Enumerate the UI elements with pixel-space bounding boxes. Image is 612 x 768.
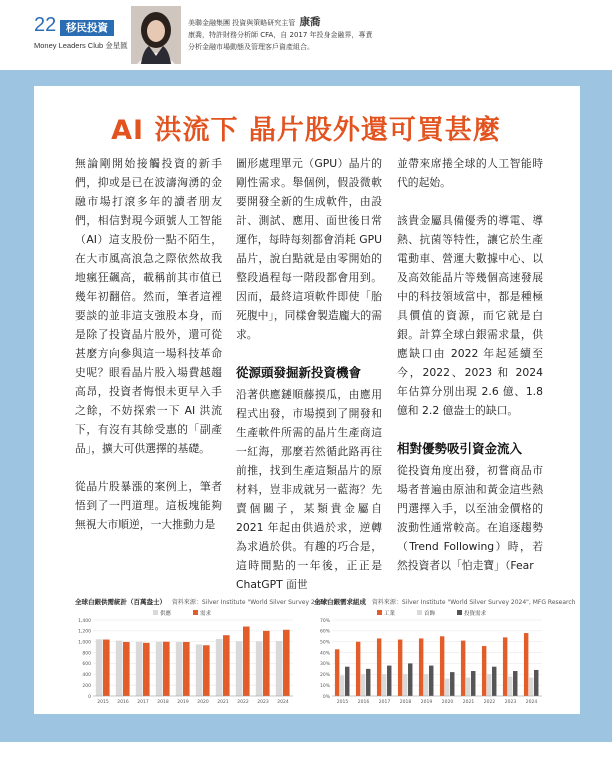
bar bbox=[503, 637, 507, 696]
author-photo bbox=[131, 6, 181, 64]
bar bbox=[534, 670, 538, 696]
x-tick-label: 2018 bbox=[157, 700, 169, 705]
bar bbox=[340, 675, 344, 696]
bar bbox=[440, 636, 444, 696]
chart-source: 資料來源：Silver Institute "World Silver Survey 2024" bbox=[171, 599, 329, 606]
page-header bbox=[0, 0, 612, 68]
subheading: 從源頭發掘新投資機會 bbox=[236, 365, 362, 380]
bar bbox=[445, 679, 449, 696]
bar bbox=[361, 674, 365, 696]
paragraph: 圖形處理單元（GPU）晶片的剛性需求。舉個例，假設微軟要開發全新的生成軟件，由設計、測試、應用、面世後日常運作，每時每刻都會消耗 GPU 晶片，說白點就是由零開始的整段過程每一階段都會用到。因而，最終這項軟件即使「胎死腹中」，同樣會製造龐大的需求。 bbox=[236, 157, 382, 341]
bar bbox=[103, 640, 110, 696]
x-tick-label: 2022 bbox=[237, 700, 249, 705]
bar bbox=[203, 645, 210, 696]
bar bbox=[382, 674, 386, 696]
bar bbox=[387, 666, 391, 696]
x-tick-label: 2019 bbox=[420, 700, 433, 705]
legend-label: 首飾 bbox=[424, 611, 436, 617]
legend-swatch bbox=[377, 610, 382, 615]
x-tick-label: 2018 bbox=[399, 700, 412, 705]
paragraph: 該貴金屬具備優秀的導電、導熱、抗菌等特性，讓它於生產電動車、營運大數據中心、以及高效能晶片等幾個高速發展中的科技領域當中，都是種極具價值的資源，而它就是白銀。計算全球白銀需求量，供應缺口由 2022 年起延續至今，2022、2023 和 2024 年估算分別出現 2.6 億、1.8 億和 2.2 億盎士的缺口。 bbox=[397, 214, 543, 417]
bar bbox=[492, 667, 496, 696]
page-number: 22 bbox=[34, 14, 57, 36]
chart-plot bbox=[75, 608, 297, 708]
x-tick-label: 2024 bbox=[277, 700, 289, 705]
bar bbox=[450, 672, 454, 696]
subheading: 相對優勢吸引資金流入 bbox=[397, 441, 523, 456]
y-tick-label: 200 bbox=[82, 683, 91, 689]
bar bbox=[256, 641, 263, 696]
author-heading bbox=[188, 14, 320, 29]
bar bbox=[482, 646, 486, 696]
x-tick-label: 2016 bbox=[117, 700, 129, 705]
bar bbox=[461, 641, 465, 696]
section-tag: 移民投資 bbox=[60, 20, 114, 36]
bar bbox=[276, 641, 283, 696]
bar bbox=[366, 669, 370, 696]
bar bbox=[345, 667, 349, 696]
chart-source: 資料來源：Silver Institute "World Silver Survey 2024", MFG Research bbox=[371, 599, 576, 606]
bar bbox=[223, 635, 230, 696]
bar bbox=[283, 630, 290, 696]
chart-title-line bbox=[314, 598, 576, 607]
x-tick-label: 2015 bbox=[97, 700, 109, 705]
y-tick-label: 70% bbox=[319, 618, 330, 624]
x-tick-label: 2021 bbox=[217, 700, 229, 705]
x-tick-label: 2020 bbox=[197, 700, 209, 705]
demand-composition-chart bbox=[314, 598, 576, 708]
chart-title: 全球白銀供需統計（百萬盎士） bbox=[75, 598, 166, 606]
x-tick-label: 2019 bbox=[177, 700, 189, 705]
bar bbox=[424, 674, 428, 696]
bar bbox=[408, 663, 412, 696]
paragraph: 從晶片股暴漲的案例上，筆者悟到了一門道理。這板塊能夠無視大市順逆，一大推動力是 bbox=[75, 480, 222, 531]
bar bbox=[216, 639, 223, 696]
article-title: AI 洪流下 晶片股外還可買甚麼 bbox=[111, 115, 501, 146]
chart-title-line bbox=[75, 598, 329, 607]
bar bbox=[524, 633, 528, 696]
legend-swatch bbox=[457, 610, 462, 615]
club-label: Money Leaders Club 金星匯 bbox=[34, 41, 128, 50]
bar bbox=[429, 666, 433, 696]
paragraph: 無論剛開始接觸投資的新手們，抑或是已在波濤洶湧的金融市場打滾多年的讀者朋友們，相信對現今頭號人工智能（AI）這支股份一點不陌生，在大市風高浪急之際依然故我地瘋狂飆高，載稱前其市值已幾年初翻倍。然而，筆者這裡要談的並非這支強股本身，而是除了投資晶片股外，還可從甚麼方向參與這一場科技革命史呢？眼看晶片股入場費越趨高昂，投資者悔恨未更早入手之餘，不妨探索一下 AI 洪流下，有沒有其餘受惠的「副產品」，擴大可供選擇的基礎。 bbox=[75, 157, 222, 455]
y-tick-label: 10% bbox=[319, 683, 330, 689]
legend-label: 供應 bbox=[160, 611, 172, 617]
y-tick-label: 1,000 bbox=[78, 640, 91, 646]
bar bbox=[123, 642, 130, 696]
author-name: 康喬 bbox=[299, 16, 321, 28]
bar bbox=[529, 678, 533, 696]
bar bbox=[403, 674, 407, 696]
x-tick-label: 2023 bbox=[504, 700, 517, 705]
legend-swatch bbox=[417, 610, 422, 615]
bar bbox=[335, 649, 339, 696]
y-tick-label: 30% bbox=[319, 662, 330, 668]
bar bbox=[183, 642, 190, 696]
bar bbox=[136, 642, 143, 696]
bar bbox=[236, 641, 243, 696]
bar bbox=[513, 671, 517, 696]
y-tick-label: 400 bbox=[82, 673, 91, 679]
bar bbox=[487, 674, 491, 696]
bar bbox=[176, 642, 183, 696]
x-tick-label: 2016 bbox=[357, 700, 370, 705]
x-tick-label: 2023 bbox=[257, 700, 269, 705]
legend-swatch bbox=[153, 610, 158, 615]
bar bbox=[243, 627, 250, 696]
bar bbox=[263, 631, 270, 696]
x-tick-label: 2015 bbox=[336, 700, 349, 705]
legend-label: 投資需求 bbox=[464, 611, 487, 617]
chart-title: 全球白銀需求組成 bbox=[314, 598, 366, 606]
x-tick-label: 2021 bbox=[462, 700, 475, 705]
bar bbox=[356, 642, 360, 696]
bar bbox=[196, 644, 203, 696]
y-tick-label: 0 bbox=[88, 694, 91, 700]
y-tick-label: 50% bbox=[319, 640, 330, 646]
bar bbox=[156, 642, 163, 696]
y-tick-label: 0% bbox=[322, 694, 330, 700]
bar bbox=[377, 638, 381, 696]
article-column-2 bbox=[236, 154, 382, 613]
bottom-strip bbox=[0, 742, 612, 768]
y-tick-label: 800 bbox=[82, 651, 91, 657]
x-tick-label: 2017 bbox=[378, 700, 391, 705]
author-bio: 康喬，特許財務分析師 CFA，自 2017 年投身金融界，專責分析金融市場動態及管理客戶資產組合。 bbox=[188, 31, 373, 51]
legend-label: 需求 bbox=[200, 611, 212, 617]
paragraph: 並帶來席捲全球的人工智能時代的起始。 bbox=[397, 157, 543, 189]
x-tick-label: 2020 bbox=[441, 700, 454, 705]
x-tick-label: 2024 bbox=[525, 700, 538, 705]
legend-label: 工業 bbox=[384, 611, 396, 617]
paragraph: 從投資角度出發，初嘗商品市場者普遍由原油和黃金這些熱門選擇入手，以至油金價格的波動性通常較高。在追逐趨勢（Trend Following）時，若然投資者以「怕走寶」（Fear bbox=[397, 464, 543, 572]
bar bbox=[116, 641, 123, 696]
y-tick-label: 1,200 bbox=[78, 629, 91, 635]
x-tick-label: 2022 bbox=[483, 700, 496, 705]
paragraph: 沿著供應鏈順藤摸瓜，由應用程式出發，市場摸到了開發和生產軟件所需的晶片生產商這一紅海，那麼若然循此路再往前推，找到生產這類晶片的原材料，豈非成就另一藍海？先賣個關子，某類貴金屬自 2021 年起由供過於求，逆轉為求過於供。有趣的巧合是，這時間點的一年後，正正是 ChatGPT 面世 bbox=[236, 388, 382, 591]
bar bbox=[143, 643, 150, 696]
y-tick-label: 40% bbox=[319, 651, 330, 657]
bar bbox=[419, 638, 423, 696]
legend-swatch bbox=[193, 610, 198, 615]
bar bbox=[508, 676, 512, 696]
y-tick-label: 20% bbox=[319, 673, 330, 679]
bar bbox=[398, 640, 402, 696]
y-tick-label: 600 bbox=[82, 662, 91, 668]
bar bbox=[466, 678, 470, 696]
bar bbox=[96, 639, 103, 696]
y-tick-label: 1,400 bbox=[78, 618, 91, 624]
article-column-3 bbox=[397, 154, 543, 594]
author-affiliation: 美聯金融集團 投資與策略研究主管 bbox=[188, 19, 296, 27]
chart-plot bbox=[314, 608, 546, 708]
y-tick-label: 60% bbox=[319, 629, 330, 635]
bar bbox=[163, 642, 170, 696]
x-tick-label: 2017 bbox=[137, 700, 149, 705]
bar bbox=[471, 671, 475, 696]
article-column-1 bbox=[75, 154, 222, 553]
